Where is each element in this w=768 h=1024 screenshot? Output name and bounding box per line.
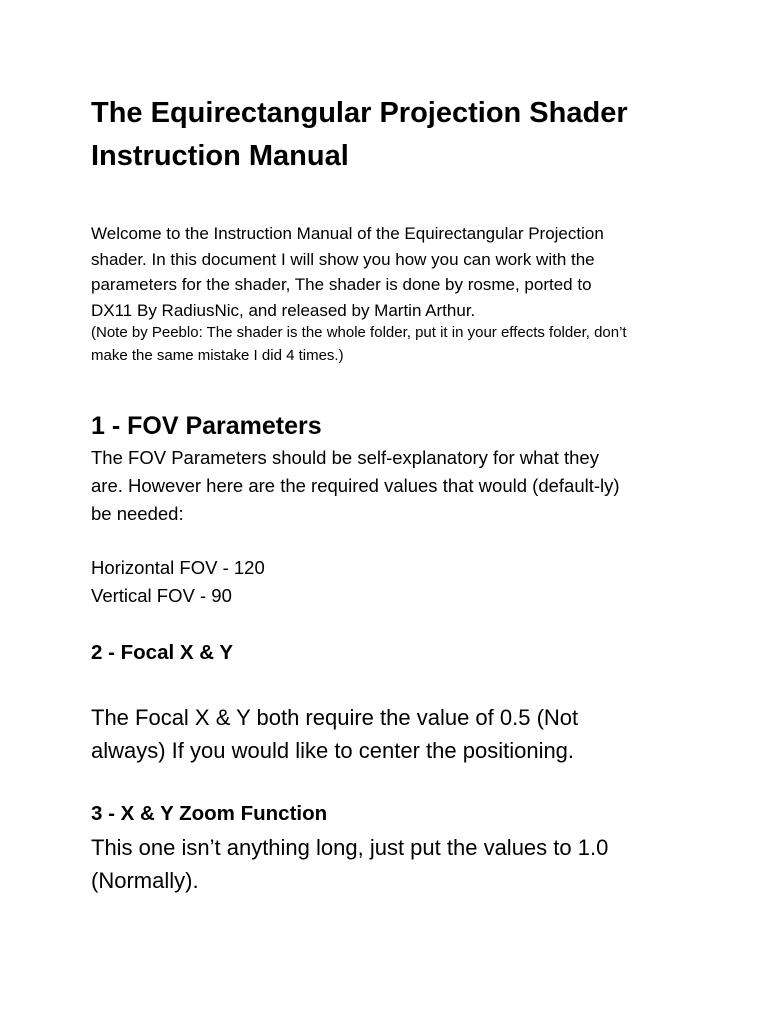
title-line: Instruction Manual <box>91 140 349 172</box>
fov-description-line: are. However here are the required values that would (default-ly) <box>91 474 620 496</box>
zoom-description-line: (Normally). <box>91 867 199 893</box>
note-line: (Note by Peeblo: The shader is the whole folder, put it in your effects folder, don’t <box>91 324 627 341</box>
fov-value-horizontal: Horizontal FOV - 120 <box>91 557 265 578</box>
note-line: make the same mistake I did 4 times.) <box>91 346 344 364</box>
fov-description <box>91 444 681 527</box>
intro-line: parameters for the shader, The shader is done by rosme, ported to <box>91 275 592 295</box>
fov-value-vertical: Vertical FOV - 90 <box>91 584 232 606</box>
fov-values <box>91 554 681 610</box>
title-line: The Equirectangular Projection Shader <box>91 97 628 129</box>
focal-heading: 2 - Focal X & Y <box>91 641 234 664</box>
zoom-description-line: This one isn’t anything long, just put the values to 1.0 <box>91 835 609 860</box>
zoom-description <box>91 832 691 897</box>
fov-heading: 1 - FOV Parameters <box>91 412 322 440</box>
intro-paragraph <box>91 221 681 324</box>
focal-description-line: The Focal X & Y both require the value of 0.5 (Not <box>91 705 579 730</box>
document-title <box>91 92 691 178</box>
note-paragraph <box>91 322 691 367</box>
fov-description-line: be needed: <box>91 502 184 524</box>
zoom-heading: 3 - X & Y Zoom Function <box>91 802 328 825</box>
intro-line: DX11 By RadiusNic, and released by Martin Arthur. <box>91 301 476 321</box>
focal-description-line: always) If you would like to center the positioning. <box>91 737 575 763</box>
fov-description-line: The FOV Parameters should be self-explanatory for what they <box>91 447 599 468</box>
intro-line: shader. In this document I will show you how you can work with the <box>91 249 595 269</box>
focal-description <box>91 702 691 767</box>
intro-line: Welcome to the Instruction Manual of the Equirectangular Projection <box>91 224 604 243</box>
